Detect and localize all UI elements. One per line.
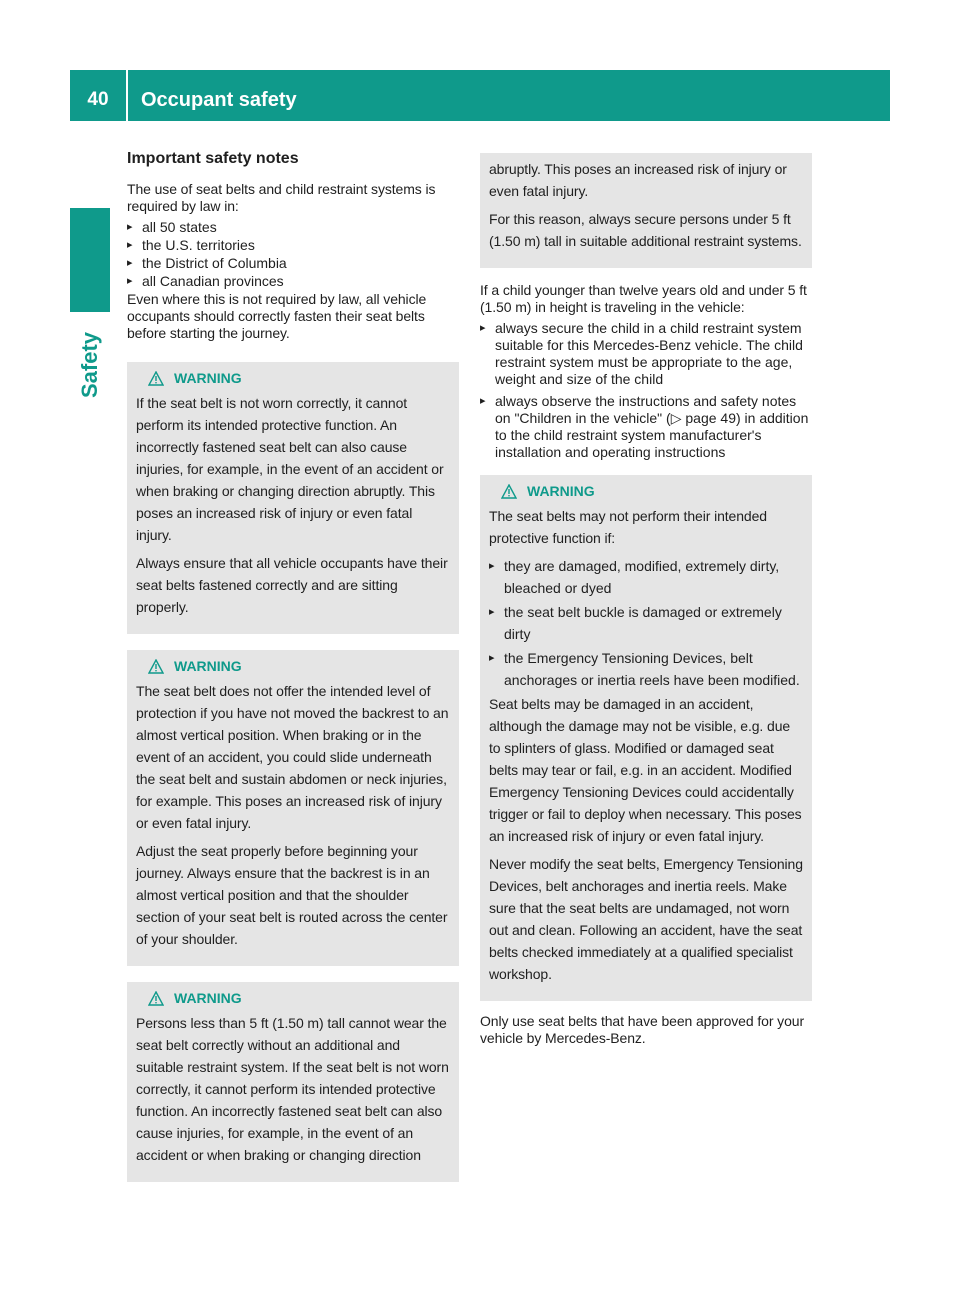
warning-conditions-list: [489, 555, 803, 691]
warning-label: WARNING: [174, 990, 242, 1006]
section-tab-label: [70, 320, 110, 410]
warning-text: If the seat belt is not worn correctly, it cannot perform its intended protective function. An incorrectly fastened seat belt can also cause injuries, for example, in the event of an accident or when braking or changing direction abruptly. This poses an increased risk of injury or even fatal injury.: [136, 395, 444, 543]
child-intro-paragraph: If a child younger than twelve years old and under 5 ft (1.50 m) in height is traveling in the vehicle:: [480, 282, 807, 315]
warning-text: Always ensure that all vehicle occupants have their seat belts fastened correctly and are sitting properly.: [136, 555, 448, 615]
warning-text: Persons less than 5 ft (1.50 m) tall cannot wear the seat belt correctly without an additional and suitable restraint system. If the seat belt is not worn correctly, it cannot perform its intended protective function. An incorrectly fastened seat belt can also cause injuries, for example, in the event of an accident or when braking or changing direction: [136, 1015, 449, 1163]
intro-paragraph: The use of seat belts and child restraint systems is required by law in:: [127, 181, 436, 214]
warning-header: [148, 990, 450, 1006]
warning-text: Never modify the seat belts, Emergency Tensioning Devices, belt anchorages and inertia reels. Make sure that the seat belts are undamaged, not worn out and clean. Following an accident, have the seat belts checked immediately at a qualified specialist workshop.: [489, 856, 803, 982]
warning-triangle-icon: [148, 371, 164, 386]
page-reference-link[interactable]: page 49) in addition to the child restraint system manufacturer's installation and operating instructions: [495, 410, 809, 460]
warning-text: The seat belts may not perform their intended protective function if:: [489, 508, 767, 546]
right-column: [480, 153, 812, 1047]
warning-text: Seat belts may be damaged in an accident, although the damage may not be visible, e.g. due to splinters of glass. Modified or damaged seat belts may tear or fail, e.g. in an accident. Modified Emergency Tensioning Devices could accidentally trigger or fail to deploy when necessary. This poses an increased risk of injury or even fatal injury.: [489, 696, 802, 844]
warning-label: WARNING: [527, 483, 595, 499]
list-item: ▸ the seat belt buckle is damaged or extremely dirty: [489, 601, 803, 645]
list-item: ▸ always secure the child in a child restraint system suitable for this Mercedes-Benz vehicle. The child restraint system must be appropriate to the age, weight and size of the child: [480, 320, 812, 388]
list-item: ▸ all Canadian provinces: [127, 273, 459, 290]
warning-triangle-icon: [148, 659, 164, 674]
left-column: [127, 150, 459, 1182]
list-item: ▸ they are damaged, modified, extremely dirty, bleached or dyed: [489, 555, 803, 599]
header-divider: [126, 70, 128, 121]
warning-box-continued: [480, 153, 812, 268]
warning-box: [127, 362, 459, 634]
jurisdiction-list: [127, 219, 459, 290]
list-item: ▸ the Emergency Tensioning Devices, belt anchorages or inertia reels have been modified.: [489, 647, 803, 691]
warning-text: The seat belt does not offer the intended level of protection if you have not moved the backrest to an almost vertical position. When braking or in the event of an accident, you could slide underneath the seat belt and sustain abdomen or neck injuries, for example. This poses an increased risk of injury or even fatal injury.: [136, 683, 449, 831]
warning-triangle-icon: [501, 484, 517, 499]
warning-label: WARNING: [174, 370, 242, 386]
list-item: ▸ the District of Columbia: [127, 255, 459, 272]
child-instructions-list: [480, 320, 812, 461]
warning-box: [127, 982, 459, 1182]
warning-text: For this reason, always secure persons under 5 ft (1.50 m) tall in suitable additional restraint systems.: [489, 211, 802, 249]
after-list-paragraph: Even where this is not required by law, all vehicle occupants should correctly fasten their seat belts before starting the journey.: [127, 291, 427, 341]
list-item: ▸ all 50 states: [127, 219, 459, 236]
list-item: ▸ always observe the instructions and safety notes on "Children in the vehicle" (▷ page 49) in addition to the child restraint system manufacturer's installation and operating instructions: [480, 393, 812, 461]
page-number: 40: [87, 89, 109, 110]
warning-text: abruptly. This poses an increased risk of injury or even fatal injury.: [489, 161, 787, 199]
page-title: Occupant safety: [141, 89, 297, 111]
section-heading: Important safety notes: [127, 150, 299, 167]
warning-header: [501, 483, 803, 499]
warning-triangle-icon: [148, 991, 164, 1006]
section-label-text: Safety: [77, 331, 103, 399]
warning-label: WARNING: [174, 658, 242, 674]
list-item: ▸ the U.S. territories: [127, 237, 459, 254]
warning-box: [127, 650, 459, 966]
page-reference-arrow-icon: ▷: [670, 410, 682, 426]
warning-header: [148, 658, 450, 674]
warning-box: [480, 475, 812, 1001]
warning-header: [148, 370, 450, 386]
closing-paragraph: Only use seat belts that have been approved for your vehicle by Mercedes-Benz.: [480, 1013, 805, 1046]
section-tab-block: [70, 208, 110, 312]
warning-text: Adjust the seat properly before beginning your journey. Always ensure that the backrest is in an almost vertical position and that the shoulder section of your seat belt is routed across the center of your shoulder.: [136, 843, 448, 947]
